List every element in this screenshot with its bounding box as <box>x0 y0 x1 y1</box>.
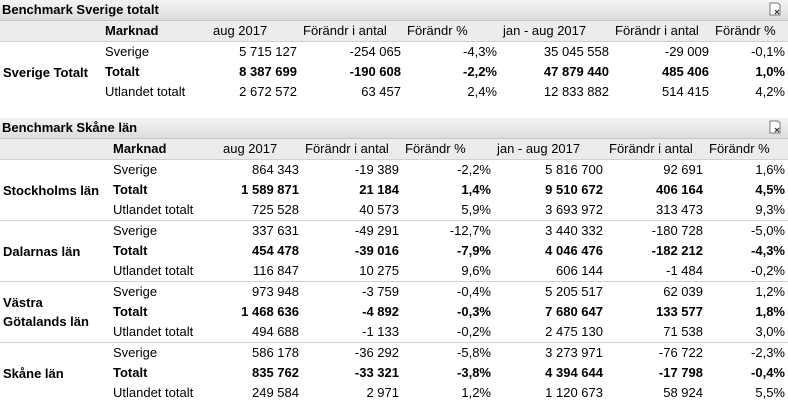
column-header: aug 2017 <box>220 139 302 160</box>
market-name: Utlandet totalt <box>102 82 210 102</box>
value-cell: -0,2% <box>706 261 788 282</box>
column-header: Förändr i antal <box>606 139 706 160</box>
value-cell: 5,9% <box>402 200 494 221</box>
value-cell: -0,4% <box>402 282 494 303</box>
market-name: Sverige <box>110 282 220 303</box>
market-name: Totalt <box>110 180 220 200</box>
table-row <box>0 302 788 322</box>
clear-filter-icon[interactable] <box>768 120 782 134</box>
value-cell: 2,4% <box>404 82 500 102</box>
column-header: aug 2017 <box>210 21 300 42</box>
value-cell: 2 475 130 <box>494 322 606 343</box>
panel-titlebar <box>0 118 788 139</box>
table-row <box>0 261 788 282</box>
value-cell: -4,3% <box>404 42 500 63</box>
value-cell: 62 039 <box>606 282 706 303</box>
row-group-label: Sverige Totalt <box>0 42 102 103</box>
table-row <box>0 42 788 63</box>
table-row <box>0 82 788 102</box>
value-cell: 47 879 440 <box>500 62 612 82</box>
value-cell: 2 672 572 <box>210 82 300 102</box>
value-cell: 58 924 <box>606 383 706 403</box>
value-cell: 3 440 332 <box>494 221 606 242</box>
value-cell: -3 759 <box>302 282 402 303</box>
value-cell: -19 389 <box>302 160 402 181</box>
column-header: Förändr % <box>712 21 788 42</box>
value-cell: 10 275 <box>302 261 402 282</box>
value-cell: 63 457 <box>300 82 404 102</box>
panel-titlebar <box>0 0 788 21</box>
row-group-label: Dalarnas län <box>0 221 110 282</box>
value-cell: 9 510 672 <box>494 180 606 200</box>
panel-title: Benchmark Skåne län <box>2 120 137 135</box>
value-cell: -190 608 <box>300 62 404 82</box>
value-cell: 249 584 <box>220 383 302 403</box>
value-cell: 3 273 971 <box>494 343 606 364</box>
table-row <box>0 62 788 82</box>
clear-filter-icon[interactable] <box>768 2 782 16</box>
table-row <box>0 200 788 221</box>
value-cell: 5 205 517 <box>494 282 606 303</box>
sverige-table <box>0 21 788 102</box>
value-cell: 2 971 <box>302 383 402 403</box>
value-cell: 494 688 <box>220 322 302 343</box>
value-cell: 1,2% <box>402 383 494 403</box>
value-cell: -33 321 <box>302 363 402 383</box>
table-row <box>0 343 788 364</box>
value-cell: 1,0% <box>712 62 788 82</box>
value-cell: -12,7% <box>402 221 494 242</box>
value-cell: -5,8% <box>402 343 494 364</box>
value-cell: 3 693 972 <box>494 200 606 221</box>
value-cell: 514 415 <box>612 82 712 102</box>
value-cell: 1 468 636 <box>220 302 302 322</box>
value-cell: 7 680 647 <box>494 302 606 322</box>
value-cell: -182 212 <box>606 241 706 261</box>
value-cell: 12 833 882 <box>500 82 612 102</box>
market-name: Utlandet totalt <box>110 383 220 403</box>
value-cell: 9,6% <box>402 261 494 282</box>
value-cell: 406 164 <box>606 180 706 200</box>
column-header: Förändr i antal <box>612 21 712 42</box>
value-cell: -39 016 <box>302 241 402 261</box>
value-cell: -76 722 <box>606 343 706 364</box>
row-group-label: Skåne län <box>0 343 110 403</box>
market-name: Sverige <box>110 221 220 242</box>
value-cell: -7,9% <box>402 241 494 261</box>
value-cell: 71 538 <box>606 322 706 343</box>
value-cell: 835 762 <box>220 363 302 383</box>
value-cell: -2,3% <box>706 343 788 364</box>
column-header: jan - aug 2017 <box>500 21 612 42</box>
market-name: Sverige <box>110 343 220 364</box>
column-header: Förändr i antal <box>302 139 402 160</box>
value-cell: -0,3% <box>402 302 494 322</box>
value-cell: 1,4% <box>402 180 494 200</box>
market-name: Utlandet totalt <box>110 322 220 343</box>
value-cell: -0,2% <box>402 322 494 343</box>
value-cell: 4 046 476 <box>494 241 606 261</box>
value-cell: -180 728 <box>606 221 706 242</box>
value-cell: 4 394 644 <box>494 363 606 383</box>
value-cell: 586 178 <box>220 343 302 364</box>
skane-table <box>0 139 788 403</box>
table-row <box>0 180 788 200</box>
value-cell: 92 691 <box>606 160 706 181</box>
value-cell: 725 528 <box>220 200 302 221</box>
row-group-label: Stockholms län <box>0 160 110 221</box>
value-cell: -4 892 <box>302 302 402 322</box>
value-cell: -5,0% <box>706 221 788 242</box>
value-cell: 8 387 699 <box>210 62 300 82</box>
value-cell: 5,5% <box>706 383 788 403</box>
value-cell: -0,4% <box>706 363 788 383</box>
market-name: Utlandet totalt <box>110 261 220 282</box>
value-cell: -4,3% <box>706 241 788 261</box>
market-name: Totalt <box>110 241 220 261</box>
value-cell: 133 577 <box>606 302 706 322</box>
value-cell: 35 045 558 <box>500 42 612 63</box>
panel-skane-lan <box>0 118 788 403</box>
table-row <box>0 221 788 242</box>
value-cell: 116 847 <box>220 261 302 282</box>
value-cell: 1,2% <box>706 282 788 303</box>
market-name: Totalt <box>110 363 220 383</box>
market-name: Sverige <box>102 42 210 63</box>
value-cell: 454 478 <box>220 241 302 261</box>
column-header: jan - aug 2017 <box>494 139 606 160</box>
value-cell: 485 406 <box>612 62 712 82</box>
value-cell: -0,1% <box>712 42 788 63</box>
value-cell: -36 292 <box>302 343 402 364</box>
value-cell: 1,8% <box>706 302 788 322</box>
table-row <box>0 160 788 181</box>
column-header: Förändr % <box>404 21 500 42</box>
value-cell: -2,2% <box>404 62 500 82</box>
value-cell: -29 009 <box>612 42 712 63</box>
value-cell: 5 816 700 <box>494 160 606 181</box>
value-cell: -2,2% <box>402 160 494 181</box>
value-cell: 337 631 <box>220 221 302 242</box>
value-cell: 1,6% <box>706 160 788 181</box>
panel-sverige-totalt <box>0 0 788 102</box>
column-header: Marknad <box>110 139 220 160</box>
corner-cell <box>0 139 110 160</box>
row-group-label: Västra Götalands län <box>0 282 110 343</box>
market-name: Totalt <box>102 62 210 82</box>
value-cell: 313 473 <box>606 200 706 221</box>
value-cell: 40 573 <box>302 200 402 221</box>
column-header: Förändr i antal <box>300 21 404 42</box>
value-cell: -254 065 <box>300 42 404 63</box>
header-row <box>0 21 788 42</box>
column-header: Marknad <box>102 21 210 42</box>
market-name: Utlandet totalt <box>110 200 220 221</box>
market-name: Totalt <box>110 302 220 322</box>
value-cell: -49 291 <box>302 221 402 242</box>
value-cell: -3,8% <box>402 363 494 383</box>
value-cell: -1 133 <box>302 322 402 343</box>
column-header: Förändr % <box>402 139 494 160</box>
table-row <box>0 363 788 383</box>
column-header: Förändr % <box>706 139 788 160</box>
value-cell: 4,2% <box>712 82 788 102</box>
header-row <box>0 139 788 160</box>
value-cell: -17 798 <box>606 363 706 383</box>
market-name: Sverige <box>110 160 220 181</box>
value-cell: 9,3% <box>706 200 788 221</box>
value-cell: 5 715 127 <box>210 42 300 63</box>
value-cell: 973 948 <box>220 282 302 303</box>
corner-cell <box>0 21 102 42</box>
panel-title: Benchmark Sverige totalt <box>2 2 159 17</box>
table-row <box>0 322 788 343</box>
table-row <box>0 282 788 303</box>
table-row <box>0 241 788 261</box>
value-cell: 3,0% <box>706 322 788 343</box>
value-cell: -1 484 <box>606 261 706 282</box>
value-cell: 1 120 673 <box>494 383 606 403</box>
table-row <box>0 383 788 403</box>
value-cell: 864 343 <box>220 160 302 181</box>
value-cell: 606 144 <box>494 261 606 282</box>
value-cell: 1 589 871 <box>220 180 302 200</box>
value-cell: 4,5% <box>706 180 788 200</box>
value-cell: 21 184 <box>302 180 402 200</box>
